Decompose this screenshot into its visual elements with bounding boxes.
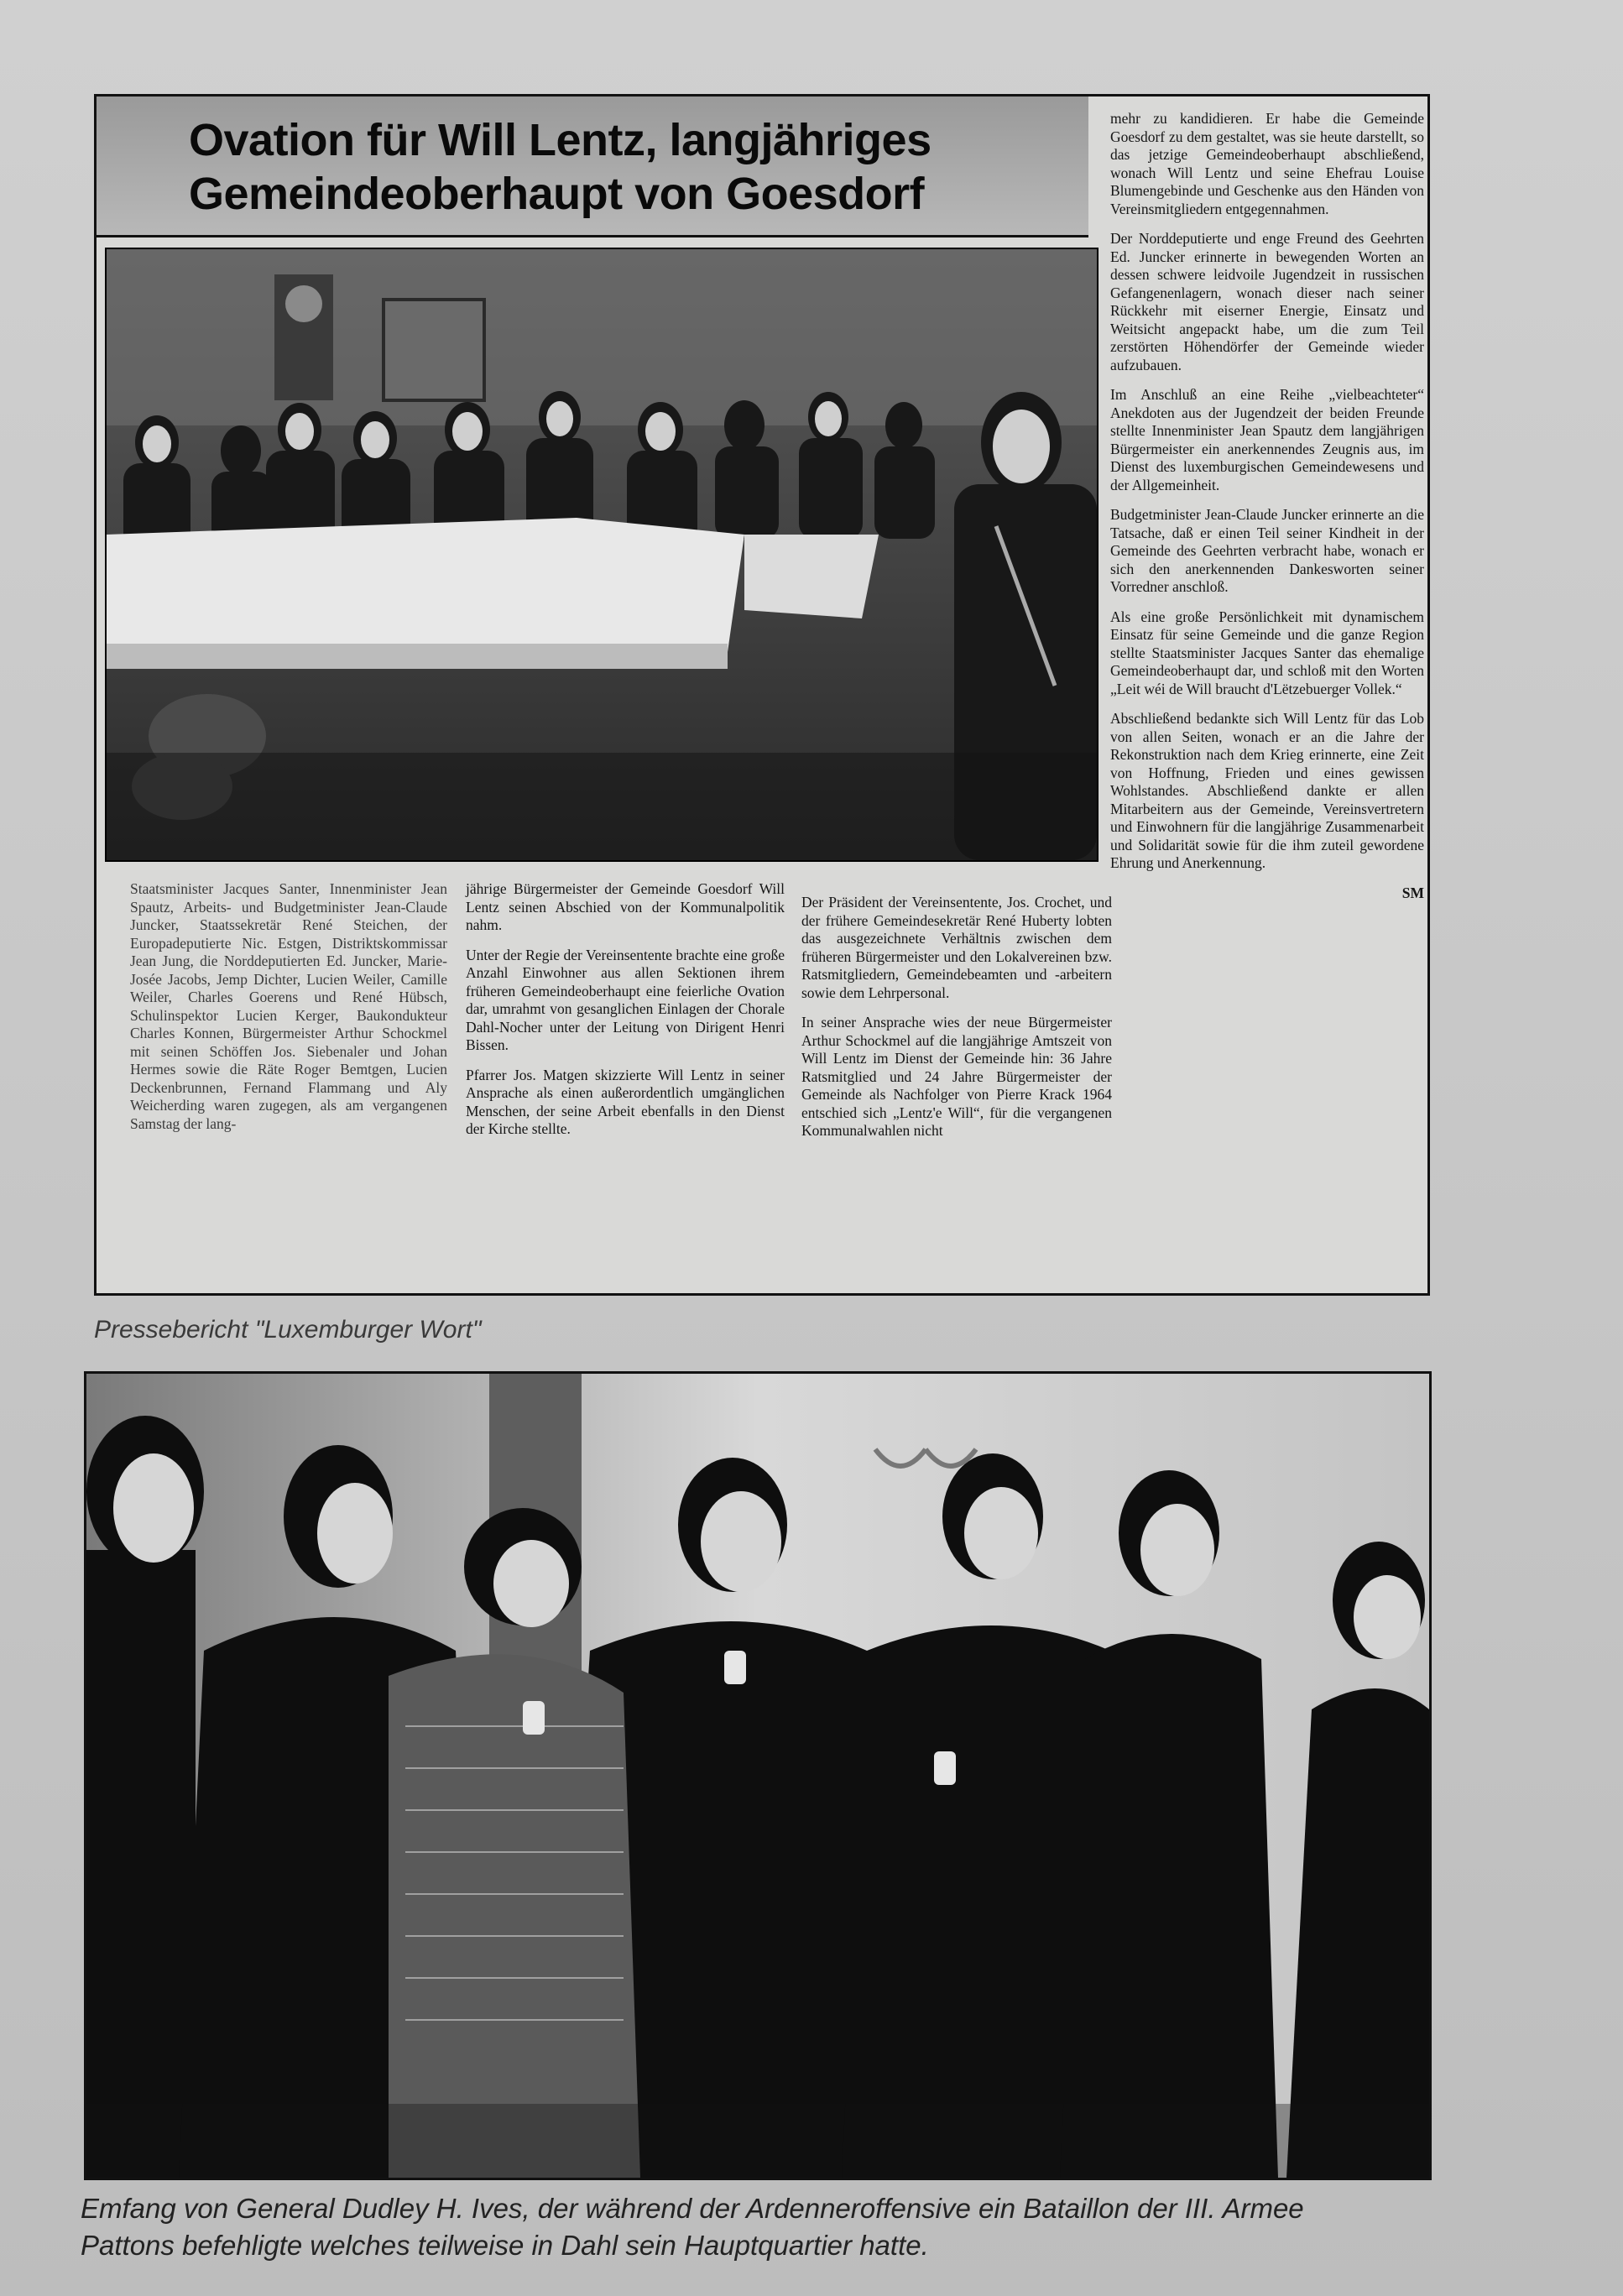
article-paragraph: Budgetminister Jean-Claude Juncker erinnerte an die Tatsache, daß er einen Teil seiner Kindheit in der Gemeinde des Geehrten verbracht habe, wonach er sich den anerkennenden Dankesworten seiner Vorredner anschloß. xyxy=(1110,506,1424,595)
article-paragraph: mehr zu kandidieren. Er habe die Gemeinde Goesdorf zu dem gestaltet, was sie heute darstellt, so das jetzige Gemeindeoberhaupt abschließend, wonach Will Lentz und seine Ehefrau Louise Blumengebinde und Geschenke aus den Händen von Vereinsmitgliedern entgegennahmen. xyxy=(1110,110,1424,217)
article-paragraph: Abschließend bedankte sich Will Lentz für das Lob von allen Seiten, wonach er an die Jahre der Rekonstruktion nach dem Krieg erinnerte, eine Zeit von Hoffnung, Frieden und eines gewissen Wohlstandes. Abschließend dankte er allen Mitarbeitern aus der Gemeinde, Vereinsvertretern und Einwohnern für die langjährige Zusammenarbeit und Solidarität sowie für die ihm zuteil gewordene Ehrung und Anerkennung. xyxy=(1110,710,1424,871)
article-paragraph: Der Norddeputierte und enge Freund des Geehrten Ed. Juncker erinnerte in bewegenden Worten an dessen schwere leidvoile Jugendzeit in russischen Gefangenenlagern, wonach dieser nach seiner Rückkehr mit eiserner Energie, Einsatz und Weitsicht angepackt habe, um die zum Teil zerstörten Höhendörfer der Gemeinde wieder aufzubauen. xyxy=(1110,230,1424,373)
photo-caption: Emfang von General Dudley H. Ives, der während der Ardenneroffensive ein Bataillon der III. Armee Pattons befehligte welches teilweise in Dahl sein Hauptquartier hatte. xyxy=(81,2193,1304,2261)
headline-band xyxy=(97,97,1088,237)
article-paragraph: jährige Bürgermeister der Gemeinde Goesdorf Will Lentz seinen Abschied von der Kommunalpolitik nahm. xyxy=(466,880,785,933)
article-paragraph: Im Anschluß an eine Reihe „vielbeachteter“ Anekdoten aus der Jugendzeit der beiden Freunde stellte Innenminister Jean Spautz dem langjährigen Bürgermeister ein anerkennendes Zeugnis aus, im Dienst des luxemburgischen Gemeindewesens und der Allgemeinheit. xyxy=(1110,386,1424,493)
article-paragraph: Der Präsident der Vereinsentente, Jos. Crochet, und der frühere Gemeindesekretär René Huberty lobten das ausgezeichnete Verhältnis zwischen dem früheren Bürgermeister und den Lokalvereinen bzw. Ratsmitgliedern, Gemeindebeamten und -arbeitern sowie dem Lehrpersonal. xyxy=(801,894,1112,1001)
press-caption: Pressebericht "Luxemburger Wort" xyxy=(94,1316,482,1344)
article-column-1 xyxy=(130,880,447,1145)
ceremony-photo-graphic xyxy=(107,249,1097,860)
article-column-3 xyxy=(801,894,1112,1152)
article-paragraph: Als eine große Persönlichkeit mit dynamischem Einsatz für seine Gemeinde und die ganze Region stellte Staatsminister Jacques Santer das ehemalige Gemeindeoberhaupt dar, und schloß mit den Worten „Leit wéi de Will braucht d'Lëtzebuerger Vollek.“ xyxy=(1110,608,1424,697)
ceremony-photo xyxy=(105,248,1099,862)
article-column-2 xyxy=(466,880,785,1151)
newspaper-clipping xyxy=(94,94,1430,1296)
article-headline: Ovation für Will Lentz, langjähriges Gemeindeoberhaupt von Goesdorf xyxy=(189,115,932,219)
reception-photo-graphic xyxy=(86,1374,1429,2178)
author-signature: SM xyxy=(1401,884,1424,901)
article-column-right xyxy=(1110,110,1424,902)
article-paragraph: Unter der Regie der Vereinsentente brachte eine große Anzahl Einwohner aus allen Sektionen ihrem früheren Gemeindeoberhaupt eine feierliche Ovation dar, umrahmt von gesanglichen Einlagen der Chorale Dahl-Nocher unter der Leitung von Dirigent Henri Bissen. xyxy=(466,946,785,1053)
article-paragraph: Pfarrer Jos. Matgen skizzierte Will Lentz in seiner Ansprache als einen außerordentlich umgänglichen Menschen, der seine Arbeit ebenfalls in den Dienst der Kirche stellte. xyxy=(466,1066,785,1137)
article-paragraph: In seiner Ansprache wies der neue Bürgermeister Arthur Schockmel auf die langjährige Amtszeit von Will Lentz im Dienst der Gemeinde hin: 36 Jahre Ratsmitglied und 24 Jahre Bürgermeister der Gemeinde als Nachfolger von Pierre Krack 1964 entschied sich „Lentz'e Will“, für die vergangenen Kommunalwahlen nicht xyxy=(801,1014,1112,1139)
reception-photo xyxy=(84,1371,1432,2180)
article-paragraph: Staatsminister Jacques Santer, Innenminister Jean Spautz, Arbeits- und Budgetminister Jean-Claude Juncker, Staatssekretär René Steichen, der Europadeputierte Nic. Estgen, Distriktskommissar Jean Jung, die Norddeputierten Ed. Juncker, Marie-Josée Jacobs, Jemp Dichter, Lucien Weiler, Camille Weiler, Charles Goerens und René Hübsch, Schulinspektor Lucien Kerger, Baukondukteur Charles Konnen, Bürgermeister Arthur Schockmel mit seinen Schöffen Jos. Siebenaler und Johan Hermes sowie die Räte Roger Bemtgen, Lucien Deckenbrunnen, Fernand Flammang und Aly Weicherding waren zugegen, als am vergangenen Samstag der lang- xyxy=(130,880,447,1132)
